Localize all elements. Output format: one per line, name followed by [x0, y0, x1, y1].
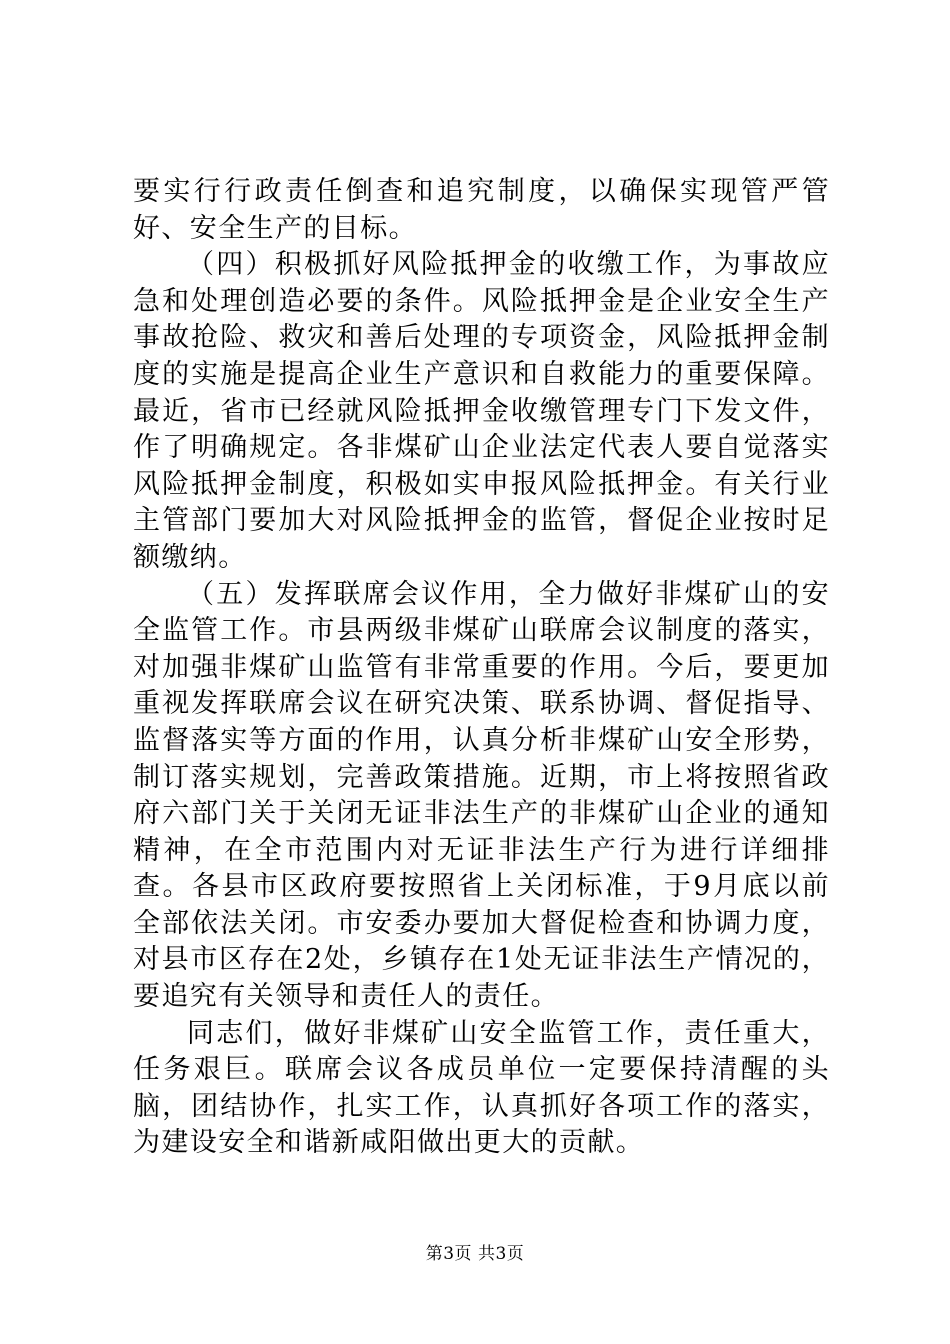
document-body: [133, 174, 830, 1162]
paragraph-section-5: （五）发挥联席会议作用，全力做好非煤矿山的安全监管工作。市县两级非煤矿山联席会议制度的落实，对加强非煤矿山监管有非常重要的作用。今后，要更加重视发挥联席会议在研究决策、联系协调、督促指导、监督落实等方面的作用，认真分析非煤矿山安全形势，制订落实规划，完善政策措施。近期，市上将按照省政府六部门关于关闭无证非法生产的非煤矿山企业的通知精神，在全市范围内对无证非法生产行为进行详细排查。各县市区政府要按照省上关闭标准，于9月底以前全部依法关闭。市安委办要加大督促检查和协调力度，对县市区存在2处，乡镇存在1处无证非法生产情况的，要追究有关领导和责任人的责任。: [133, 578, 830, 1013]
paragraph-continuation: 要实行行政责任倒查和追究制度，以确保实现管严管好、安全生产的目标。: [133, 176, 830, 244]
paragraph-closing: 同志们，做好非煤矿山安全监管工作，责任重大，任务艰巨。联席会议各成员单位一定要保持清醒的头脑，团结协作，扎实工作，认真抓好各项工作的落实，为建设安全和谐新咸阳做出更大的贡献。: [133, 1017, 830, 1159]
paragraph-section-4: （四）积极抓好风险抵押金的收缴工作，为事故应急和处理创造必要的条件。风险抵押金是企业安全生产事故抢险、救灾和善后处理的专项资金，风险抵押金制度的实施是提高企业生产意识和自救能力的重要保障。最近，省市已经就风险抵押金收缴管理专门下发文件，作了明确规定。各非煤矿山企业法定代表人要自觉落实风险抵押金制度，积极如实申报风险抵押金。有关行业主管部门要加大对风险抵押金的监管，督促企业按时足额缴纳。: [133, 249, 830, 573]
page-footer: 第3页 共3页: [425, 1244, 525, 1264]
